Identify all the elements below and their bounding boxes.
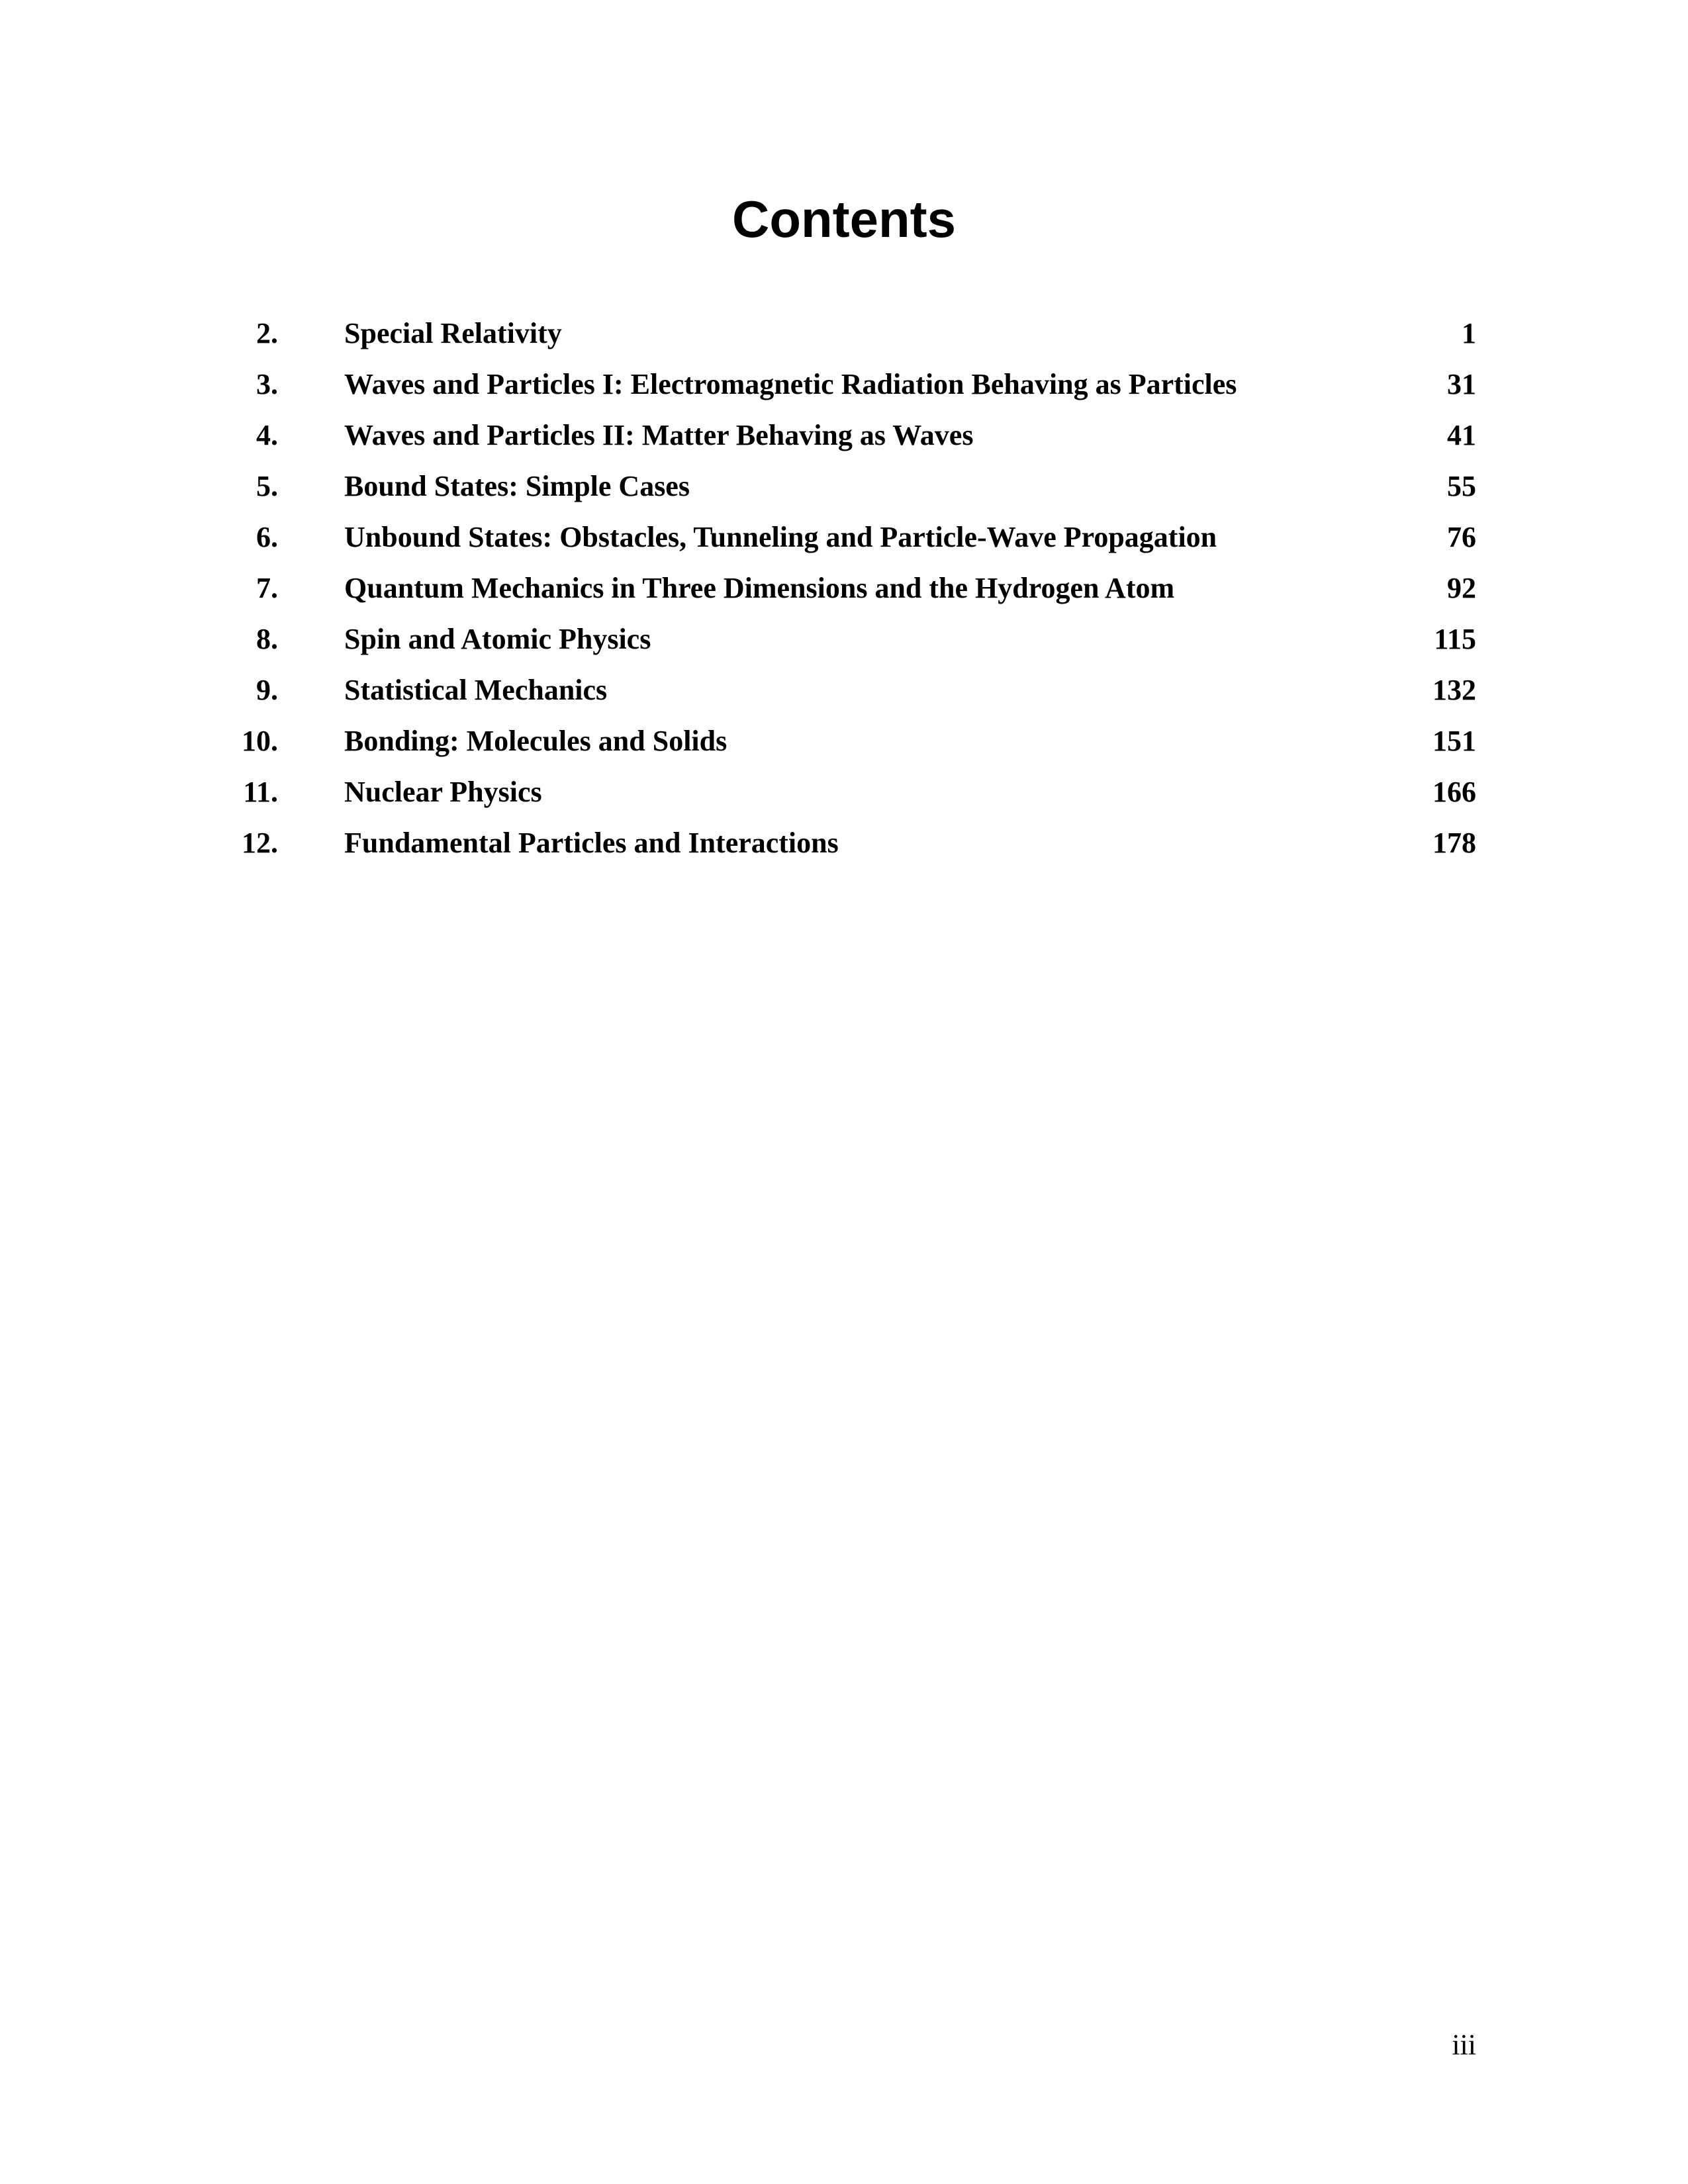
toc-entry-title: Nuclear Physics [344,776,542,808]
toc-entry-page: 31 [1447,368,1476,400]
toc-entry-title: Spin and Atomic Physics [344,623,651,655]
toc-entry-page: 1 [1462,317,1476,349]
toc-entry-title: Quantum Mechanics in Three Dimensions and the Hydrogen Atom [344,572,1175,604]
toc-entry-page: 76 [1447,521,1476,553]
toc-entry-number: 12. [242,827,278,859]
toc-entry-title: Bonding: Molecules and Solids [344,725,727,757]
toc-entry-number: 8. [256,623,278,655]
toc-entry-number: 6. [256,521,278,553]
toc-entry-number: 10. [242,725,278,757]
toc-entry-page: 151 [1432,725,1476,757]
toc-entry-page: 92 [1447,572,1476,604]
toc-entry-title: Unbound States: Obstacles, Tunneling and Particle-Wave Propagation [344,521,1217,553]
toc-entry-title: Waves and Particles II: Matter Behaving as Waves [344,419,974,451]
page-title: Contents [732,190,956,248]
toc-entry[interactable] [218,421,1476,472]
toc-entry[interactable] [218,829,1476,880]
toc-entry[interactable] [218,727,1476,778]
toc-entry-number: 3. [256,368,278,400]
toc-entry-number: 4. [256,419,278,451]
toc-entry-title: Waves and Particles I: Electromagnetic Radiation Behaving as Particles [344,368,1237,400]
toc-entry[interactable] [218,319,1476,370]
toc-entry-title: Statistical Mechanics [344,674,608,706]
toc-entry[interactable] [218,523,1476,574]
toc-entry-number: 9. [256,674,278,706]
toc-entry-title: Fundamental Particles and Interactions [344,827,839,859]
table-of-contents [218,319,1476,880]
toc-entry-title: Special Relativity [344,317,562,349]
toc-entry-page: 178 [1432,827,1476,859]
toc-entry[interactable] [218,472,1476,523]
toc-entry-page: 166 [1432,776,1476,808]
toc-entry-number: 2. [256,317,278,349]
toc-entry[interactable] [218,574,1476,625]
toc-entry-page: 115 [1434,623,1476,655]
toc-entry-page: 55 [1447,470,1476,502]
toc-entry-page: 132 [1432,674,1476,706]
toc-entry[interactable] [218,778,1476,829]
toc-entry[interactable] [218,625,1476,676]
toc-entry[interactable] [218,676,1476,727]
toc-entry-number: 7. [256,572,278,604]
toc-entry-number: 5. [256,470,278,502]
toc-entry-number: 11. [243,776,278,808]
toc-entry-page: 41 [1447,419,1476,451]
page-number: iii [1452,2028,1476,2061]
toc-entry[interactable] [218,370,1476,421]
toc-entry-title: Bound States: Simple Cases [344,470,690,502]
